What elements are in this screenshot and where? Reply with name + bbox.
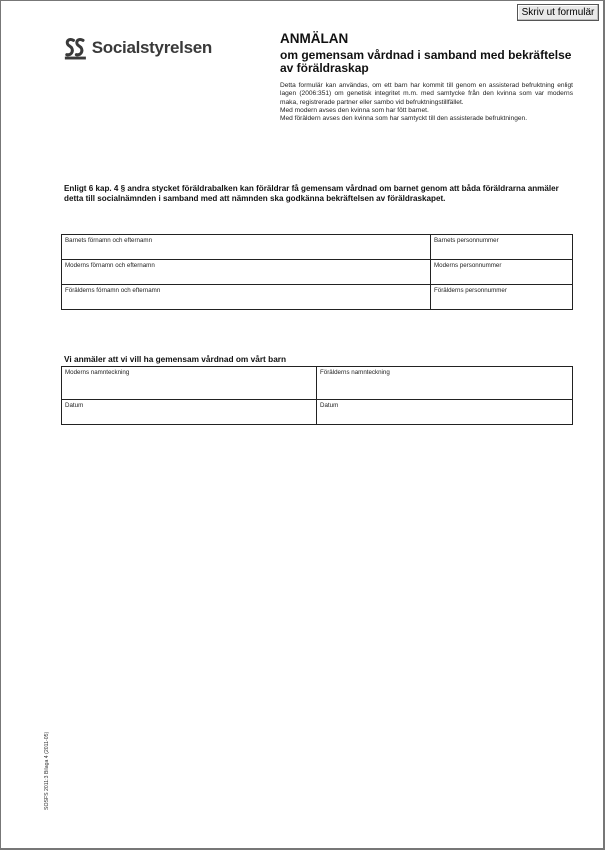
child-id-field[interactable]: Barnets personnummer bbox=[431, 235, 573, 260]
table-row bbox=[62, 235, 573, 260]
logo-text: Socialstyrelsen bbox=[91, 38, 212, 57]
parent-id-field[interactable]: Förälderns personnummer bbox=[431, 285, 573, 310]
parent-date-field[interactable]: Datum bbox=[317, 400, 573, 425]
mother-id-field[interactable]: Moderns personnummer bbox=[431, 260, 573, 285]
logo bbox=[62, 33, 212, 63]
intro-paragraph: Med modern avses den kvinna som har fött barnet. bbox=[280, 106, 429, 114]
table-row bbox=[62, 260, 573, 285]
child-name-field[interactable]: Barnets förnamn och efternamn bbox=[62, 235, 431, 260]
intro-text bbox=[280, 82, 573, 123]
intro-paragraph: Med föräldern avses den kvinna som har samtyckt till den assisterade befruktningen. bbox=[280, 115, 528, 123]
socialstyrelsen-emblem-icon bbox=[62, 34, 89, 62]
parent-signature-field[interactable]: Förälderns namnteckning bbox=[317, 367, 573, 400]
print-form-button[interactable]: Skriv ut formulär bbox=[517, 4, 599, 21]
table-row bbox=[62, 400, 573, 425]
signature-heading: Vi anmäler att vi vill ha gemensam vårdnad om vårt barn bbox=[64, 354, 287, 364]
page-title: ANMÄLAN bbox=[280, 31, 349, 46]
mother-signature-field[interactable]: Moderns namnteckning bbox=[62, 367, 317, 400]
intro-paragraph: Detta formulär kan användas, om ett barn har kommit till genom en assisterad befruktning enligt lagen (2006:351) om genetisk integritet m.m. med samtycke från den kvinna som var moderns maka, registrerade partner eller sambo vid befruktningstillfället. bbox=[280, 82, 573, 106]
table-row bbox=[62, 285, 573, 310]
page-subtitle: om gemensam vårdnad i samband med bekräftelse av föräldraskap bbox=[280, 48, 572, 75]
table-row bbox=[62, 367, 573, 400]
mother-name-field[interactable]: Moderns förnamn och efternamn bbox=[62, 260, 431, 285]
parent-name-field[interactable]: Förälderns förnamn och efternamn bbox=[62, 285, 431, 310]
legal-text: Enligt 6 kap. 4 § andra stycket föräldrabalken kan föräldrar få gemensam vårdnad om barnet genom att båda föräldrarna anmäler detta till socialnämnden i samband med att nämnden ska godkänna bekräftelsen av föräldraskapet. bbox=[64, 184, 559, 203]
footer-code: SOSFS 2011:3 Bilaga 4 (2011-05) bbox=[44, 731, 50, 810]
persons-table bbox=[61, 234, 573, 310]
mother-date-field[interactable]: Datum bbox=[62, 400, 317, 425]
signature-table bbox=[61, 366, 573, 425]
